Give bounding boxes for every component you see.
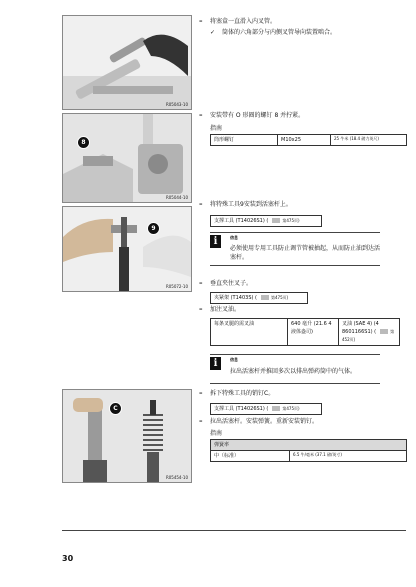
torque-thread: M10x25 (278, 135, 331, 146)
page-ref: 第475页) (270, 295, 289, 300)
step-marker: – (199, 17, 203, 25)
oil-spec: 叉油 (SAE 4) (4 8601166S1) ( (342, 321, 379, 335)
figure-special-tool (62, 206, 192, 292)
step-text: 拆下特殊工具的销钉C。 (210, 390, 275, 397)
spring-header: 弹簧率 (211, 440, 407, 451)
step-text: 将塞盒一直滑入内叉管。 (210, 18, 277, 25)
book-icon (261, 295, 269, 300)
step-marker: – (199, 279, 203, 287)
page-number: 30 (62, 554, 74, 563)
tool-name: 支撑工具 (T14026S1) ( (214, 406, 269, 412)
oil-table (210, 318, 400, 346)
step-marker: – (199, 111, 203, 119)
torque-table (210, 134, 407, 146)
info-icon: i (210, 357, 221, 370)
callout-c: C (109, 402, 122, 415)
figure-spring-install (62, 389, 192, 483)
step-text: 安装带有 O 形圈的螺钉 8 并拧紧。 (210, 112, 305, 119)
info-title: 信息 (230, 357, 238, 362)
step-marker: – (199, 417, 203, 425)
step-text: 将特殊工具9安装到活塞杆上。 (210, 201, 292, 208)
tool-table (210, 292, 308, 304)
oil-volume: 640 毫升 (21.6 4 液体盎司) (288, 319, 339, 346)
book-icon (272, 406, 280, 411)
book-icon (380, 329, 388, 334)
callout-9: 9 (147, 222, 160, 235)
torque-part: 筒形螺钉 (211, 135, 278, 146)
step-text: 加注叉油。 (210, 306, 241, 313)
page-ref: 第475页) (282, 218, 300, 223)
tool-name: 支撑工具 (T14026S1) ( (214, 218, 269, 224)
page-ref: 第475页) (282, 406, 300, 411)
tool-table (210, 403, 322, 415)
figure-id: R05044-10 (165, 195, 188, 200)
info-box (210, 232, 380, 266)
figure-id: R05454-10 (165, 475, 188, 480)
figure-id: R05043-10 (165, 102, 188, 107)
page-ref: 第452页) (342, 329, 395, 342)
oil-label: 每条叉腿的需叉油 (211, 319, 288, 346)
info-text: 拉出活塞杆并推回多次以排出弹药筒中的气体。 (230, 368, 357, 375)
figure-screw-install (62, 113, 192, 203)
torque-value: 25 牛米 (18.4 磅力英尺) (331, 135, 407, 146)
tool-table (210, 215, 322, 227)
info-text: 必须使用专用工具防止调节管被抽起，从而防止油到达活塞杆。 (230, 245, 381, 261)
footer-rule (62, 530, 406, 531)
guideline-label: 指南 (210, 125, 223, 132)
step-marker: – (199, 200, 203, 208)
step-marker: – (199, 305, 203, 313)
check-icon: ✓ (210, 29, 216, 36)
check-note: 筒体的六角部分与内侧叉管导向装置啮合。 (222, 29, 337, 36)
step-text: 垂直夹住叉子。 (210, 280, 253, 287)
info-title: 信息 (230, 235, 238, 240)
spring-table (210, 439, 407, 462)
figure-id: R05072-10 (165, 284, 188, 289)
info-box (210, 354, 380, 384)
book-icon (272, 218, 280, 223)
step-text: 拉出活塞杆。安装弹簧。重新安装销钉。 (210, 418, 319, 425)
guideline-label: 指南 (210, 430, 223, 437)
tool-name: 夹紧架 (T1403S) ( (214, 295, 257, 301)
spring-type: 中（标准） (211, 451, 290, 462)
callout-8: 8 (77, 136, 90, 149)
step-marker: – (199, 389, 203, 397)
spring-rate: 6.5 牛/毫米 (37.1 磅/英寸) (290, 451, 407, 462)
info-icon: i (210, 235, 221, 248)
figure-cartridge-insert (62, 15, 192, 110)
